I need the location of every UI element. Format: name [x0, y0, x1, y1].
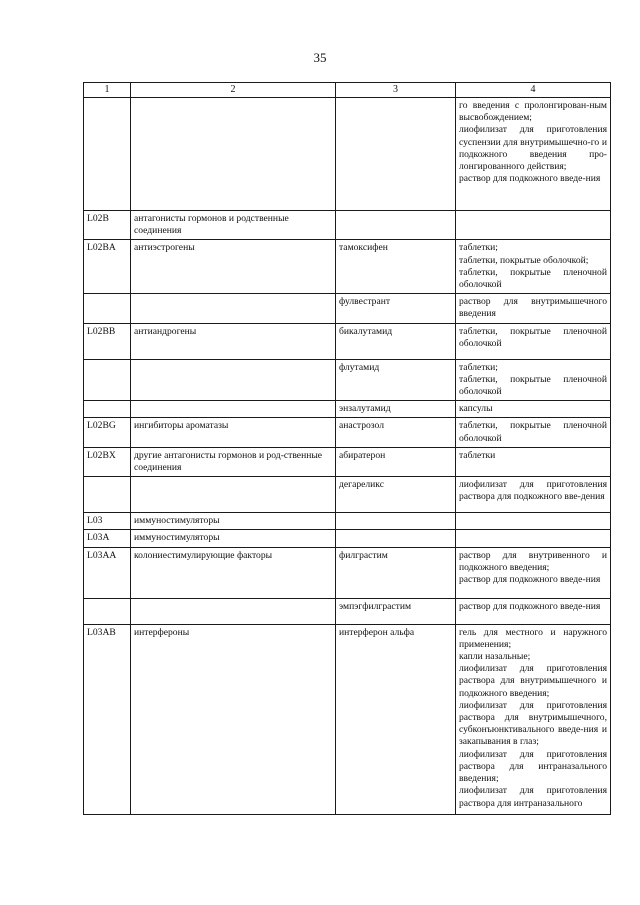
group-name-cell: иммуностимуляторы: [131, 513, 336, 530]
atc-code-cell: L02BB: [84, 323, 131, 359]
dosage-form-item: раствор для подкожного введе-ния: [459, 173, 601, 185]
dosage-forms-cell: [456, 359, 611, 401]
atc-code-cell: [84, 294, 131, 323]
group-name-cell: [131, 98, 336, 211]
dosage-form-item: раствор для внутривенного и подкожного введения;: [459, 549, 607, 573]
dosage-form-item: таблетки, покрытые пленочной оболочкой: [459, 373, 607, 398]
atc-code-cell: L02BA: [84, 240, 131, 294]
group-name-cell: [131, 294, 336, 323]
column-header: 1: [84, 83, 131, 98]
group-name-cell: [131, 359, 336, 401]
dosage-forms-cell: [456, 323, 611, 359]
table-row: [84, 447, 611, 476]
drug-name-cell: анастрозол: [336, 418, 456, 447]
group-name-cell: [131, 598, 336, 624]
drug-name-cell: абиратерон: [336, 447, 456, 476]
table-row: [84, 323, 611, 359]
drug-name-cell: [336, 211, 456, 240]
dosage-forms-cell: [456, 294, 611, 323]
dosage-form-item: таблетки, покрытые пленочной оболочкой: [459, 325, 607, 349]
atc-code-cell: [84, 359, 131, 401]
drug-name-cell: [336, 513, 456, 530]
atc-code-cell: L03AA: [84, 547, 131, 598]
group-name-cell: антиэстрогены: [131, 240, 336, 294]
atc-code-cell: L02BG: [84, 418, 131, 447]
dosage-forms-cell: [456, 624, 611, 814]
dosage-form-item: таблетки;: [459, 361, 498, 373]
table-row: [84, 477, 611, 513]
header-row: [84, 83, 611, 98]
dosage-form-item: раствор для внутримышечного введения: [459, 296, 607, 320]
table-row: [84, 211, 611, 240]
atc-code-cell: [84, 98, 131, 211]
dosage-form-item: го введения с пролонгирован-ным высвобождением;: [459, 100, 607, 124]
table-row: [84, 359, 611, 401]
table-row: [84, 624, 611, 814]
group-name-cell: антагонисты гормонов и родственные соединения: [131, 211, 336, 240]
atc-code-cell: L03AB: [84, 624, 131, 814]
drug-name-cell: тамоксифен: [336, 240, 456, 294]
dosage-forms-cell: [456, 598, 611, 624]
group-name-cell: колониестимулирующие факторы: [131, 547, 336, 598]
drug-name-cell: фулвестрант: [336, 294, 456, 323]
atc-code-cell: L02BX: [84, 447, 131, 476]
table-row: [84, 240, 611, 294]
drug-name-cell: интерферон альфа: [336, 624, 456, 814]
dosage-forms-cell: [456, 401, 611, 418]
atc-code-cell: [84, 401, 131, 418]
dosage-form-item: лиофилизат для приготовления раствора для внутримышечного и подкожного введения;: [459, 663, 607, 699]
dosage-forms-cell: [456, 477, 611, 513]
group-name-cell: антиандрогены: [131, 323, 336, 359]
drug-name-cell: флутамид: [336, 359, 456, 401]
drug-name-cell: эмпэгфилграстим: [336, 598, 456, 624]
table-row: [84, 294, 611, 323]
drug-table: [83, 82, 611, 815]
atc-code-cell: [84, 477, 131, 513]
column-header: 4: [456, 83, 611, 98]
page-number: 35: [313, 50, 327, 65]
drug-name-cell: бикалутамид: [336, 323, 456, 359]
dosage-form-item: таблетки, покрытые оболочкой;: [459, 254, 589, 266]
group-name-cell: [131, 401, 336, 418]
dosage-form-item: лиофилизат для приготовления раствора для интраназального введения;: [459, 748, 607, 785]
dosage-forms-cell: [456, 513, 611, 530]
dosage-forms-cell: [456, 447, 611, 476]
atc-code-cell: L03: [84, 513, 131, 530]
atc-code-cell: L03A: [84, 530, 131, 547]
table-row: [84, 418, 611, 447]
dosage-form-item: лиофилизат для приготовления раствора для внутримышечного, субконъюнктивального введе-ния и закапывания в глаз;: [459, 699, 607, 748]
dosage-form-item: гель для местного и наружного применения;: [459, 626, 607, 650]
dosage-form-item: лиофилизат для приготовления раствора для интраназального: [459, 785, 607, 809]
drug-name-cell: филграстим: [336, 547, 456, 598]
table-row: [84, 513, 611, 530]
dosage-form-item: таблетки;: [459, 242, 498, 254]
group-name-cell: ингибиторы ароматазы: [131, 418, 336, 447]
dosage-form-item: капли назальные;: [459, 651, 531, 663]
dosage-form-item: лиофилизат для приготовления суспензии для внутримышечно-го и подкожного введения про-лонгированного действия;: [459, 124, 607, 173]
dosage-form-item: таблетки, покрытые пленочной оболочкой: [459, 266, 607, 291]
atc-code-cell: [84, 598, 131, 624]
table-row: [84, 98, 611, 211]
dosage-form-item: таблетки: [459, 449, 496, 461]
table-row: [84, 598, 611, 624]
dosage-form-item: раствор для подкожного введе-ния: [459, 574, 601, 586]
dosage-forms-cell: [456, 240, 611, 294]
group-name-cell: иммуностимуляторы: [131, 530, 336, 547]
dosage-form-item: раствор для подкожного введе-ния: [459, 600, 601, 612]
column-header: 2: [131, 83, 336, 98]
table-row: [84, 547, 611, 598]
drug-name-cell: [336, 98, 456, 211]
drug-name-cell: [336, 530, 456, 547]
dosage-forms-cell: [456, 530, 611, 547]
dosage-form-item: таблетки, покрытые пленочной оболочкой: [459, 420, 607, 444]
table-row: [84, 401, 611, 418]
group-name-cell: другие антагонисты гормонов и род-ственные соединения: [131, 447, 336, 476]
dosage-form-item: лиофилизат для приготовления раствора для подкожного вве-дения: [459, 479, 607, 503]
column-header: 3: [336, 83, 456, 98]
atc-code-cell: L02B: [84, 211, 131, 240]
drug-name-cell: дегареликс: [336, 477, 456, 513]
drug-name-cell: энзалутамид: [336, 401, 456, 418]
dosage-forms-cell: [456, 98, 611, 211]
dosage-forms-cell: [456, 547, 611, 598]
group-name-cell: [131, 477, 336, 513]
dosage-forms-cell: [456, 211, 611, 240]
dosage-form-item: капсулы: [459, 403, 493, 415]
dosage-forms-cell: [456, 418, 611, 447]
table-row: [84, 530, 611, 547]
group-name-cell: интерфероны: [131, 624, 336, 814]
